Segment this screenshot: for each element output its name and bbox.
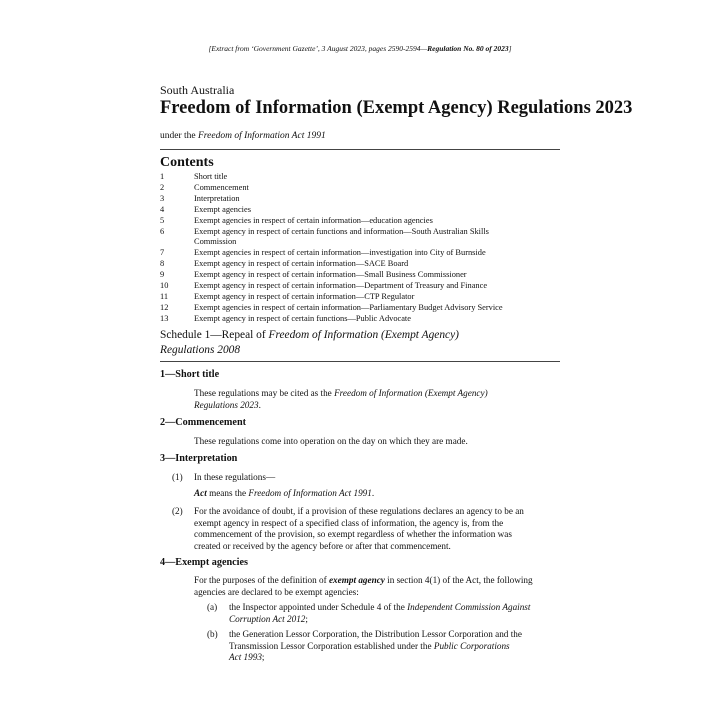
contents-item [160, 216, 560, 227]
contents-item-number: 8 [160, 259, 165, 269]
contents-item-number: 13 [160, 313, 169, 323]
contents-item-title [194, 259, 560, 270]
section-4-intro-end: agencies are declared to be exempt agencies: [194, 586, 359, 597]
section-2-text: These regulations come into operation on the day on which they are made. [194, 436, 468, 446]
contents-item-number: 4 [160, 204, 165, 214]
paragraph-b-number: (b) [207, 629, 218, 639]
contents-item-title-line: Short title [194, 172, 228, 181]
paragraph-a-end: ; [305, 613, 308, 624]
section-1-text-end: . [258, 399, 261, 410]
contents-item [160, 281, 560, 292]
schedule-repealed-title-line2: Regulations 2008 [160, 343, 241, 356]
contents-item [160, 314, 560, 325]
under-act-line [160, 131, 326, 141]
contents-item-title-line: Exempt agency in respect of certain information—CTP Regulator [194, 291, 415, 301]
defined-term-act: Act [194, 488, 207, 498]
contents-item [160, 303, 560, 314]
contents-item [160, 183, 560, 194]
paragraph-a-start: the Inspector appointed under Schedule 4 of the [229, 602, 408, 612]
contents-item-title-line: Exempt agencies in respect of certain information—education agencies [194, 215, 433, 225]
paragraph-b-line2-start: Transmission Lessor Corporation established under the [229, 640, 434, 651]
contents-item [160, 172, 560, 183]
contents-item-title [194, 270, 560, 281]
contents-item [160, 270, 560, 281]
contents-item-number: 5 [160, 215, 165, 225]
section-1-citation-line1: Freedom of Information (Exempt Agency) [334, 388, 488, 398]
schedule-prefix: Schedule 1—Repeal of [160, 329, 269, 341]
jurisdiction-label: South Australia [160, 83, 235, 97]
subsection-2-line: For the avoidance of doubt, if a provision of these regulations declares an agency to be an [194, 506, 524, 516]
subsection-2-text [194, 506, 524, 552]
contents-item-title [194, 303, 560, 314]
contents-item-title [194, 205, 560, 216]
definition-act [194, 488, 374, 500]
contents-item-title-line: Exempt agency in respect of certain functions and information—South Australian Skills [194, 226, 489, 236]
contents-item-number: 6 [160, 226, 165, 236]
subsection-2-number: (2) [172, 506, 183, 516]
subsection-2-line: commencement of the provision, so exempt regardless of whether the information was [194, 529, 512, 540]
schedule-repealed-title-line1: Freedom of Information (Exempt Agency) [268, 329, 459, 341]
subsection-2-line: exempt agency in respect of a specified class of information, the agency is, from the [194, 517, 504, 528]
section-1-text [194, 388, 488, 411]
section-4-intro-middle: in section 4(1) of the Act, the following [384, 575, 533, 585]
divider-top [160, 149, 560, 150]
under-act-prefix: under the [160, 131, 198, 141]
section-4-heading: 4—Exempt agencies [160, 557, 248, 568]
contents-item-title [194, 227, 560, 249]
subsection-2-line: created or received by the agency before or after that commencement. [194, 540, 451, 551]
contents-item [160, 259, 560, 270]
section-1-heading: 1—Short title [160, 369, 220, 380]
contents-item-title [194, 216, 560, 227]
paragraph-b-act-line3: Act 1993 [229, 652, 262, 663]
contents-item-title-line: Interpretation [194, 193, 240, 203]
contents-item [160, 292, 560, 303]
extract-note-end: ] [508, 44, 512, 53]
contents-item [160, 248, 560, 259]
contents-item-title [194, 314, 560, 325]
definition-act-name: Freedom of Information Act 1991 [248, 488, 372, 498]
extract-note-text: [Extract from ‘Government Gazette’, 3 August 2023, pages 2590-2594— [208, 44, 428, 53]
contents-item [160, 194, 560, 205]
parent-act-name: Freedom of Information Act 1991 [198, 131, 326, 141]
contents-item [160, 205, 560, 216]
contents-item-number: 10 [160, 281, 169, 291]
paragraph-b-line1: the Generation Lessor Corporation, the Distribution Lessor Corporation and the [229, 629, 522, 639]
section-1-text-start: These regulations may be cited as the [194, 388, 335, 398]
contents-item-title-line: Commencement [194, 182, 249, 192]
regulation-title: Freedom of Information (Exempt Agency) Regulations 2023 [160, 98, 633, 118]
section-1-citation-line2: Regulations 2023 [194, 399, 259, 410]
contents-item-title-line: Exempt agency in respect of certain information—Department of Treasury and Finance [194, 281, 488, 291]
section-2-heading: 2—Commencement [160, 417, 247, 428]
subsection-1-number: (1) [172, 472, 183, 482]
contents-item-number: 1 [160, 172, 165, 181]
contents-list [160, 172, 560, 325]
contents-item-number: 11 [160, 291, 169, 301]
contents-heading: Contents [160, 155, 214, 170]
contents-schedule-entry [160, 328, 560, 357]
paragraph-a-number: (a) [207, 602, 218, 612]
paragraph-b-text [229, 629, 522, 664]
defined-term-exempt-agency: exempt agency [328, 575, 385, 585]
contents-item-number: 9 [160, 270, 165, 280]
paragraph-a-act-line1: Independent Commission Against [407, 602, 531, 612]
contents-item [160, 227, 560, 249]
contents-item-title-line: Commission [194, 237, 237, 247]
contents-item-title-line: Exempt agency in respect of certain information—Small Business Commissioner [194, 270, 467, 280]
section-4-intro-start: For the purposes of the definition of [194, 575, 329, 585]
contents-item-title-line: Exempt agencies in respect of certain information—investigation into City of Burnside [194, 248, 486, 258]
section-3-heading: 3—Interpretation [160, 453, 238, 464]
contents-item-title-line: Exempt agency in respect of certain functions—Public Advocate [194, 313, 411, 323]
divider-contents-end [160, 361, 560, 362]
contents-item-title [194, 194, 560, 205]
contents-item-number: 12 [160, 302, 169, 312]
paragraph-b-end: ; [261, 652, 265, 663]
gazette-extract-note [160, 44, 560, 53]
contents-item-number: 3 [160, 193, 165, 203]
contents-item-title [194, 281, 560, 292]
contents-item-title-line: Exempt agency in respect of certain information—SACE Board [194, 259, 409, 269]
paragraph-a-act-line2: Corruption Act 2012 [229, 613, 306, 624]
contents-item-title [194, 183, 560, 194]
contents-item-title [194, 172, 560, 183]
paragraph-a-text [229, 602, 530, 625]
contents-item-title [194, 248, 560, 259]
contents-item-number: 2 [160, 182, 165, 192]
section-4-intro [194, 575, 533, 598]
regulation-number: Regulation No. 80 of 2023 [427, 44, 509, 53]
contents-item-title [194, 292, 560, 303]
contents-item-title-line: Exempt agencies [194, 204, 251, 214]
contents-item-number: 7 [160, 248, 165, 258]
contents-item-title-line: Exempt agencies in respect of certain information—Parliamentary Budget Advisory Service [194, 302, 503, 312]
definition-connector: means the [206, 488, 249, 498]
subsection-1-text: In these regulations— [194, 472, 276, 482]
paragraph-b-act-line2: Public Corporations [433, 640, 510, 651]
definition-end: . [371, 488, 375, 498]
